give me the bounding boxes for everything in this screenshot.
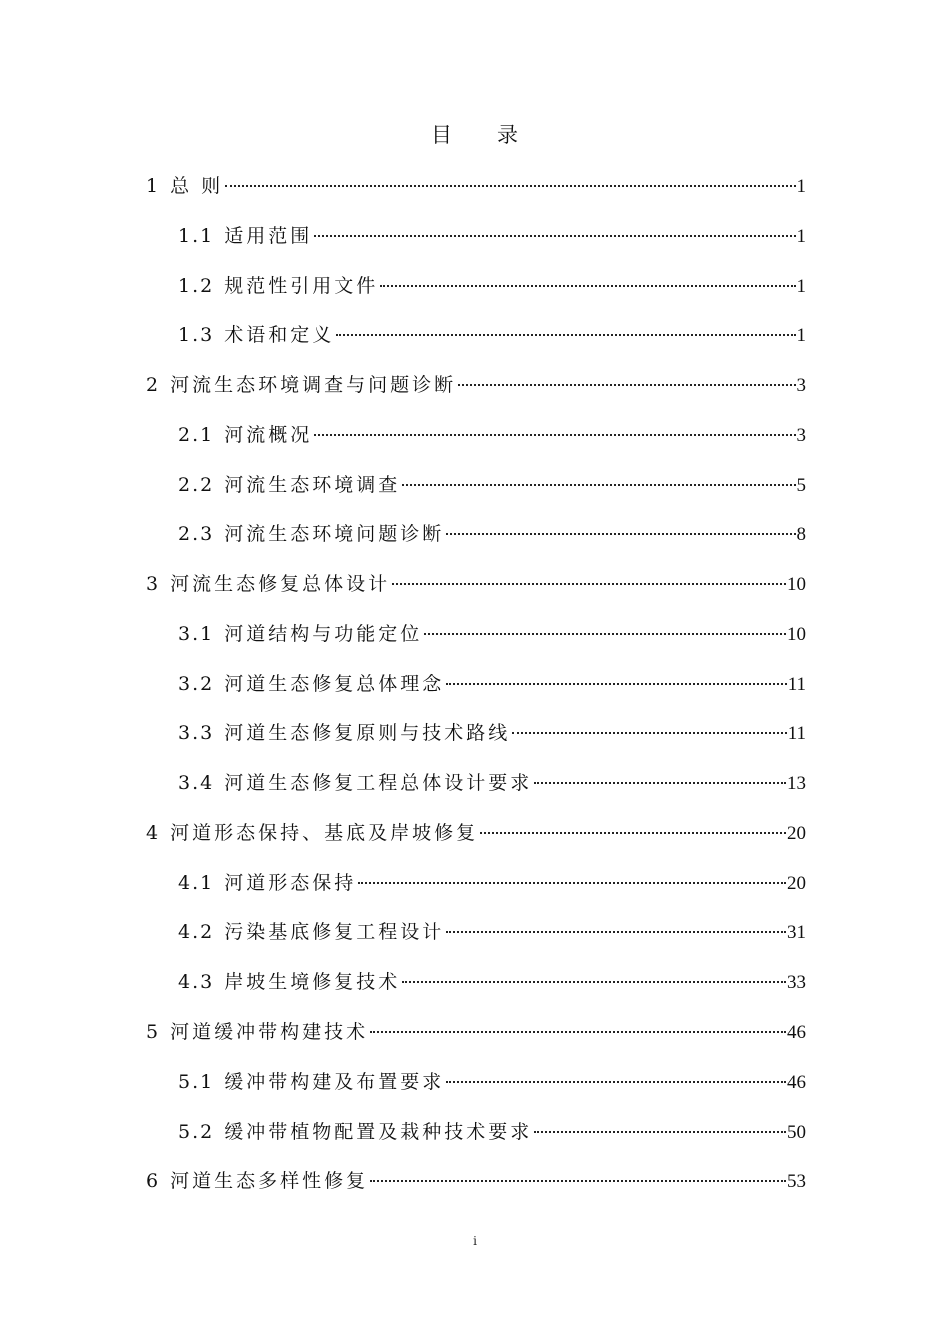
toc-entry[interactable] <box>178 470 806 500</box>
toc-entry-page: 11 <box>787 674 806 695</box>
toc-entry-page: 1 <box>796 325 806 346</box>
toc-entry-number: 3.2 <box>178 673 215 695</box>
toc-entry-title: 河流生态修复总体设计 <box>170 573 391 595</box>
toc-entry-page: 46 <box>787 1072 806 1093</box>
toc-entry[interactable] <box>178 868 806 898</box>
toc-entry-number: 1.2 <box>178 275 215 297</box>
toc-entry[interactable] <box>178 519 806 549</box>
toc-entry-number: 6 <box>146 1170 161 1192</box>
dot-leader <box>446 683 786 685</box>
toc-entry-title: 总 则 <box>170 175 224 197</box>
toc-entry[interactable] <box>178 320 806 350</box>
toc-entry[interactable] <box>146 1166 806 1196</box>
toc-entry-title: 规范性引用文件 <box>224 275 379 297</box>
toc-entry-title: 缓冲带植物配置及栽种技术要求 <box>224 1121 533 1143</box>
toc-entry-number: 2.2 <box>178 474 215 496</box>
toc-entry[interactable] <box>178 1117 806 1147</box>
dot-leader <box>446 931 786 933</box>
toc-entry[interactable] <box>178 221 806 251</box>
toc-entry-number: 4.2 <box>178 921 215 943</box>
toc-entry-number: 2 <box>146 374 161 396</box>
toc-entry-title: 河流生态环境调查与问题诊断 <box>170 374 457 396</box>
toc-entry-title: 河流概况 <box>224 424 313 446</box>
toc-entry-page: 3 <box>796 375 806 396</box>
toc-entry-title: 缓冲带构建及布置要求 <box>224 1071 445 1093</box>
dot-leader <box>370 1180 786 1182</box>
toc-entry[interactable] <box>178 768 806 798</box>
toc-entry-page: 31 <box>787 922 806 943</box>
toc-entry-page: 1 <box>796 226 806 247</box>
dot-leader <box>370 1031 786 1033</box>
toc-entry[interactable] <box>146 1017 806 1047</box>
toc-entry-title: 河道形态保持 <box>224 872 357 894</box>
toc-entry-title: 河道结构与功能定位 <box>224 623 423 645</box>
toc-entry[interactable] <box>178 917 806 947</box>
toc-entry[interactable] <box>178 967 806 997</box>
toc-entry-number: 1 <box>146 175 161 197</box>
dot-leader <box>402 484 795 486</box>
toc-entry-title: 术语和定义 <box>224 324 335 346</box>
dot-leader <box>458 384 795 386</box>
dot-leader <box>380 285 795 287</box>
toc-entry[interactable] <box>178 1067 806 1097</box>
toc-entry[interactable] <box>178 420 806 450</box>
toc-entry-number: 1.1 <box>178 225 215 247</box>
toc-entry-page: 20 <box>787 823 806 844</box>
dot-leader <box>534 1131 786 1133</box>
dot-leader <box>314 235 795 237</box>
toc-entry-title: 岸坡生境修复技术 <box>224 971 401 993</box>
dot-leader <box>534 782 786 784</box>
toc-entry-title: 河道形态保持、基底及岸坡修复 <box>170 822 479 844</box>
toc-entry-page: 50 <box>787 1122 806 1143</box>
toc-entry-number: 3.4 <box>178 772 215 794</box>
toc-entry-page: 20 <box>787 873 806 894</box>
toc-entry-title: 河道生态修复原则与技术路线 <box>224 722 511 744</box>
toc-entry[interactable] <box>178 271 806 301</box>
toc-entry-number: 3 <box>146 573 161 595</box>
dot-leader <box>336 334 795 336</box>
toc-entry[interactable] <box>146 569 806 599</box>
toc-entry-page: 1 <box>796 276 806 297</box>
toc-entry-page: 10 <box>787 624 806 645</box>
toc-entry-page: 11 <box>787 723 806 744</box>
toc-entry-number: 5.2 <box>178 1121 215 1143</box>
toc-entry-number: 4.3 <box>178 971 215 993</box>
toc-entry-number: 2.3 <box>178 523 215 545</box>
toc-entry[interactable] <box>146 818 806 848</box>
toc-entry-number: 4.1 <box>178 872 215 894</box>
toc-entry-page: 10 <box>787 574 806 595</box>
dot-leader <box>446 533 795 535</box>
toc-entry-number: 5 <box>146 1021 161 1043</box>
toc-entry-number: 2.1 <box>178 424 215 446</box>
toc-entry-title: 污染基底修复工程设计 <box>224 921 445 943</box>
toc-entry-number: 5.1 <box>178 1071 215 1093</box>
toc-entry-number: 4 <box>146 822 161 844</box>
page-title: 目 录 <box>431 123 519 147</box>
toc-entry-title: 河道生态修复总体理念 <box>224 673 445 695</box>
dot-leader <box>446 1081 786 1083</box>
dot-leader <box>480 832 786 834</box>
footer-page-number: i <box>473 1234 477 1248</box>
toc-entry[interactable] <box>178 669 806 699</box>
dot-leader <box>314 434 795 436</box>
toc-entry-title: 河道生态修复工程总体设计要求 <box>224 772 533 794</box>
toc-entry-page: 5 <box>796 475 806 496</box>
toc-entry-number: 3.3 <box>178 722 215 744</box>
toc-entry-title: 河流生态环境调查 <box>224 474 401 496</box>
toc-entry-page: 8 <box>796 524 806 545</box>
toc-entry[interactable] <box>178 718 806 748</box>
toc-entry-number: 1.3 <box>178 324 215 346</box>
toc-entry-page: 1 <box>796 176 806 197</box>
dot-leader <box>225 185 795 187</box>
toc-entry-title: 适用范围 <box>224 225 313 247</box>
toc-entry-number: 3.1 <box>178 623 215 645</box>
toc-entry-page: 13 <box>787 773 806 794</box>
dot-leader <box>402 981 786 983</box>
toc-entry-title: 河道缓冲带构建技术 <box>170 1021 369 1043</box>
toc-entry[interactable] <box>146 370 806 400</box>
dot-leader <box>424 633 786 635</box>
toc-entry-title: 河道生态多样性修复 <box>170 1170 369 1192</box>
dot-leader <box>358 882 786 884</box>
dot-leader <box>392 583 786 585</box>
dot-leader <box>512 732 786 734</box>
toc-entry-page: 3 <box>796 425 806 446</box>
toc-entry[interactable] <box>146 171 806 201</box>
toc-entry-title: 河流生态环境问题诊断 <box>224 523 445 545</box>
toc-entry[interactable] <box>178 619 806 649</box>
toc-entry-page: 46 <box>787 1022 806 1043</box>
toc-entry-page: 53 <box>787 1171 806 1192</box>
toc-entry-page: 33 <box>787 972 806 993</box>
